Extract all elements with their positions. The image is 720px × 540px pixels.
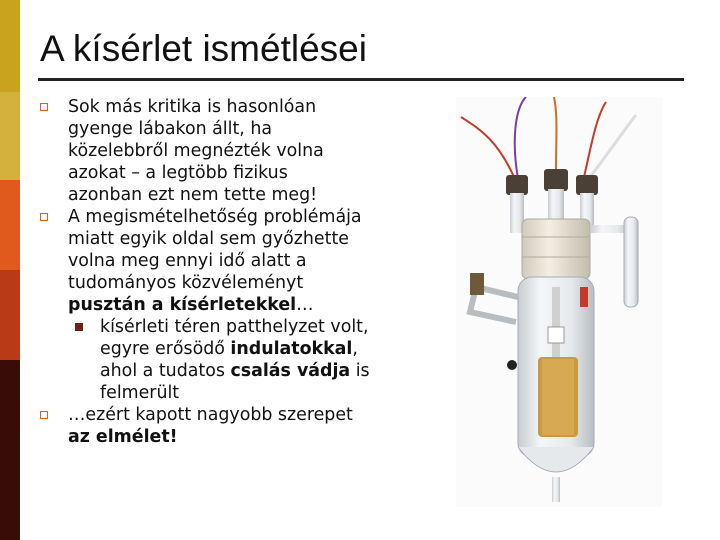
bullet-line: gyenge lábakon állt, ha xyxy=(68,119,273,139)
bullet-line: Sok más kritika is hasonlóan xyxy=(68,97,317,117)
bullet-item-3 xyxy=(34,404,434,448)
bullet-line: azonban ezt nem tette meg! xyxy=(68,185,318,205)
bullet-line: azokat – a legtöbb fizikus xyxy=(68,163,288,183)
bold-phrase: indulatokkal xyxy=(230,339,353,359)
bullet-line: miatt egyik oldal sem győzhette xyxy=(68,229,349,249)
bullet-line: volna meg ennyi idő alatt a xyxy=(68,251,307,271)
left-color-strip xyxy=(0,0,20,540)
text-span: ahol a tudatos xyxy=(100,361,231,381)
bullet-line-bold xyxy=(68,426,434,448)
apparatus-photo xyxy=(456,97,662,507)
text-span: is xyxy=(350,361,370,381)
bullet-marker-icon xyxy=(40,411,48,419)
strip-segment xyxy=(0,180,20,270)
bullet-item-1 xyxy=(34,96,434,206)
bullet-line: A megismételhetőség problémája xyxy=(68,207,362,227)
bullet-item-2 xyxy=(34,206,434,316)
ellipsis: … xyxy=(296,295,314,315)
sub-line: felmerült xyxy=(100,383,180,403)
sub-bullet-marker-icon xyxy=(75,323,83,331)
title-underline xyxy=(38,78,684,81)
strip-segment xyxy=(0,92,20,180)
slide-content xyxy=(34,96,434,448)
strip-segment xyxy=(0,270,20,360)
bullet-line: …ezért kapott nagyobb szerepet xyxy=(68,405,353,425)
sub-line xyxy=(100,338,434,360)
text-span: egyre erősödő xyxy=(100,339,231,359)
bold-phrase: az elmélet! xyxy=(68,427,178,447)
sub-bullet-item xyxy=(34,316,434,404)
sub-line: kísérleti téren patthelyzet volt, xyxy=(100,317,369,337)
text-span: , xyxy=(352,339,358,359)
strip-segment xyxy=(0,0,20,92)
bold-phrase: pusztán a kísérletekkel xyxy=(68,295,297,315)
glass-cell-illustration xyxy=(456,97,662,507)
bullet-line: közelebbről megnézték volna xyxy=(68,141,324,161)
bullet-line-bold xyxy=(68,294,434,316)
slide-title: A kísérlet ismétlései xyxy=(40,28,367,69)
strip-segment xyxy=(0,360,20,540)
bullet-marker-icon xyxy=(40,103,48,111)
bullet-marker-icon xyxy=(40,213,48,221)
bullet-line: tudományos közvéleményt xyxy=(68,273,304,293)
sub-line xyxy=(100,360,434,382)
bold-phrase: csalás vádja xyxy=(230,361,351,381)
